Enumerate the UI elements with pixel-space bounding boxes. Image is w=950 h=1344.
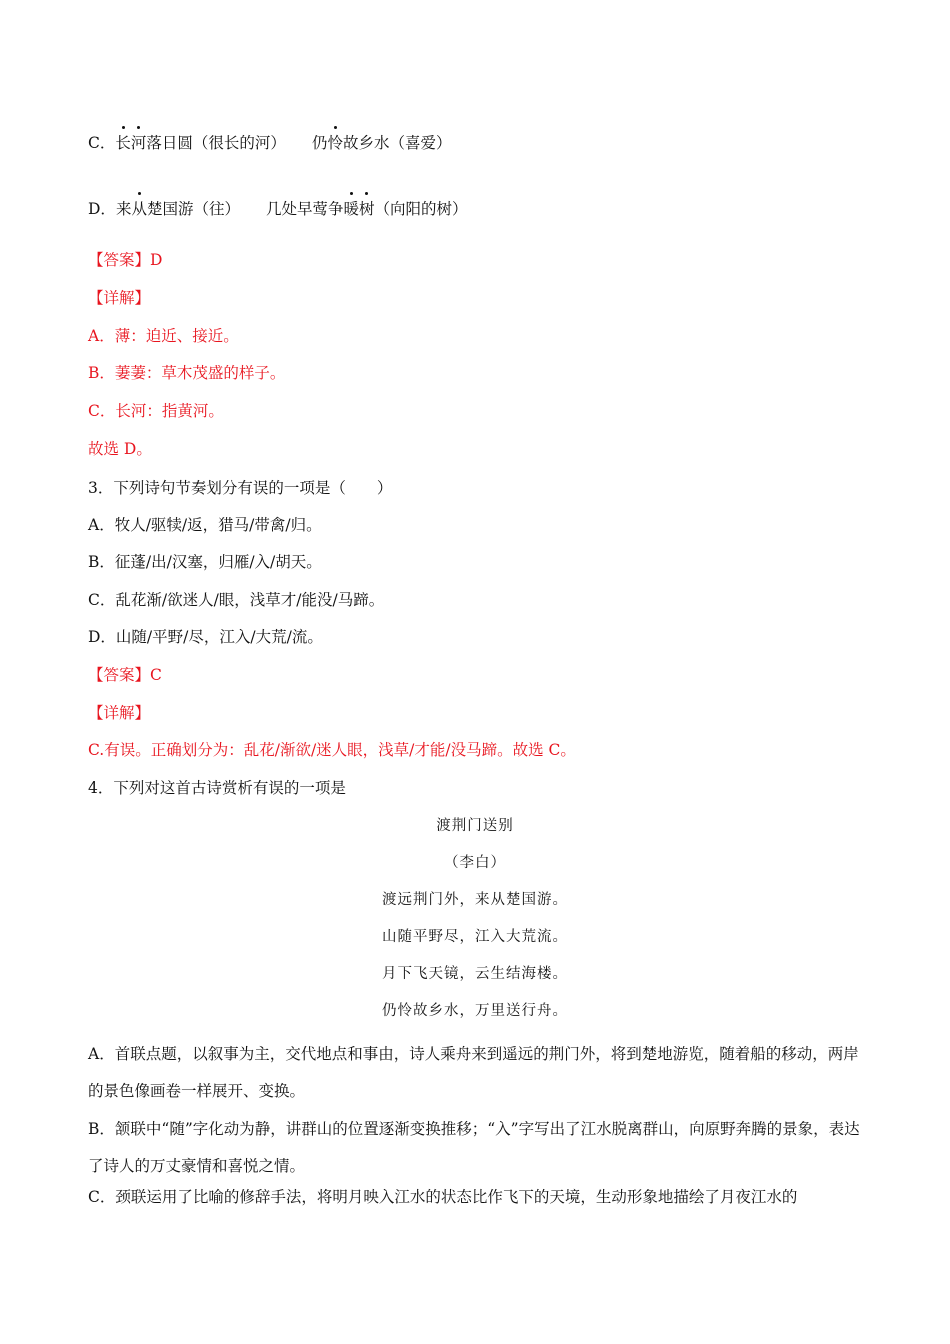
q3-stem: 3．下列诗句节奏划分有误的一项是（ ） <box>88 479 393 497</box>
poem-author: （李白） <box>444 855 506 871</box>
option-text: 落日圆（很长的河） <box>146 134 286 152</box>
answer-value: D <box>150 251 163 269</box>
option-text: 故乡水（喜爱） <box>342 134 452 152</box>
q3-option-b: B．征蓬/出/汉塞，归雁/入/胡天。 <box>88 553 322 571</box>
q4-option-b <box>88 1111 863 1185</box>
q4-option-a <box>88 1036 863 1110</box>
option-text: （向阳的树） <box>374 200 468 218</box>
option-text: B．颔联中“随”字化动为静，讲群山的位置逐渐变换推移；“入”字写出了江水脱离群山，向原野奔腾的景象，表达了诗人的万丈豪情和喜悦之情。 <box>88 1120 860 1175</box>
q4-stem: 4．下列对这首古诗赏析有误的一项是 <box>88 779 346 797</box>
poem-line: 渡远荆门外，来从楚国游。 <box>382 892 568 908</box>
q2-detail-label: 【详解】 <box>88 289 151 307</box>
poem-line: 月下飞天镜，云生结海楼。 <box>382 966 568 982</box>
q2-option-d <box>88 198 468 220</box>
q2-detail-line: A．薄：迫近、接近。 <box>88 327 239 345</box>
dotted-char: 怜 <box>327 134 343 152</box>
answer-label: 【答案】 <box>88 666 151 684</box>
q2-detail-line: C．长河：指黄河。 <box>88 402 224 420</box>
answer-label: 【答案】 <box>88 251 151 269</box>
q3-answer <box>88 664 162 686</box>
q3-detail-label: 【详解】 <box>88 704 151 722</box>
dotted-char: 河 <box>130 134 147 152</box>
q3-detail-text: C.有误。正确划分为：乱花/渐欲/迷人眼，浅草/才能/没马蹄。故选 C。 <box>88 741 576 759</box>
q2-answer <box>88 249 162 271</box>
q3-option-c: C．乱花渐/欲迷人/眼，浅草才/能没/马蹄。 <box>88 591 385 609</box>
option-text: 几处早莺争 <box>265 200 344 218</box>
option-letter: C． <box>88 134 116 152</box>
dotted-char: 暖 <box>343 200 360 218</box>
q4-option-c: C．颈联运用了比喻的修辞手法，将明月映入江水的状态比作飞下的天境，生动形象地描绘了月夜江水的 <box>88 1188 798 1206</box>
dotted-char: 长 <box>115 134 131 152</box>
q3-option-a: A．牧人/驱犊/返，猎马/带禽/归。 <box>88 516 322 534</box>
q3-option-d: D．山随/平野/尽，江入/大荒/流。 <box>88 628 323 646</box>
option-text: 来 <box>115 200 132 218</box>
answer-value: C <box>150 666 162 684</box>
dotted-char: 树 <box>359 200 375 218</box>
option-text: 楚国游（往） <box>146 200 240 218</box>
dotted-char: 从 <box>131 200 147 218</box>
poem-line: 山随平野尽，江入大荒流。 <box>382 929 568 945</box>
option-text: A．首联点题，以叙事为主，交代地点和事由，诗人乘舟来到遥远的荆门外，将到楚地游览，随着船的移动，两岸的景色像画卷一样展开、变换。 <box>88 1045 859 1100</box>
poem-title: 渡荆门送别 <box>436 818 514 834</box>
q2-detail-line: B．萋萋：草木茂盛的样子。 <box>88 364 286 382</box>
option-letter: D． <box>88 200 116 218</box>
q2-conclusion: 故选 D。 <box>88 440 152 458</box>
q2-option-c <box>88 132 451 154</box>
option-text: 仍 <box>311 134 328 152</box>
poem-line: 仍怜故乡水，万里送行舟。 <box>382 1003 568 1019</box>
